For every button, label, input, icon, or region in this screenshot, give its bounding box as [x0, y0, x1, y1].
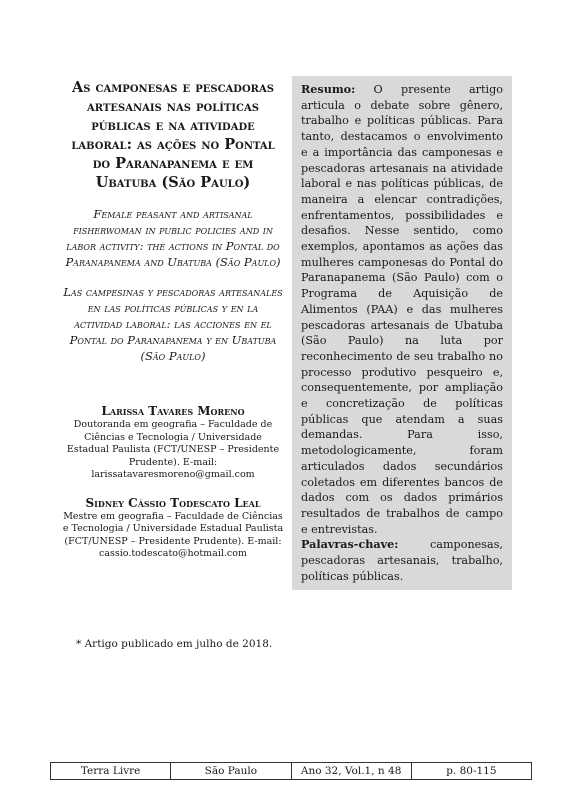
article-title-en: Female peasant and artisanal fisherwoman in public policies and in labor activity: the actions in Pontal do Paranapanema and Ubatuba (São Paulo) [65, 207, 281, 269]
author-block-1 [62, 404, 284, 482]
keywords-paragraph [301, 537, 503, 584]
author-block-2 [62, 496, 284, 561]
article-title-es: Las campesinas y pescadoras artesanales en las políticas públicas y en la actividad laboral: las acciones en el Pontal do Paranapanema y en Ubatuba (São Paulo) [63, 285, 283, 363]
abstract-label: Resumo: [301, 82, 356, 96]
footer-journal: Terra Livre [80, 765, 141, 777]
abstract-text: O presente artigo articula o debate sobre gênero, trabalho e políticas públicas. Para tanto, destacamos o envolvimento e a importância das camponesas e pescadoras artesanais na atividade laboral e nas políticas públicas, de maneira a elencar contradições, enfrentamentos, possibilidades e desafios. Nesse sentido, como exemplos, apontamos as ações das mulheres camponesas do Pontal do Paranapanema (São Paulo) com o Programa de Aquisição de Alimentos (PAA) e das mulheres pescadoras artesanais de Ubatuba (São Paulo) na luta por reconhecimento de seu trabalho no processo produtivo pesqueiro e, consequentemente, por ampliação e concretização de políticas públicas que atendam a suas demandas. Para isso, metodologicamente, foram articulados dados secundários coletados em diferentes bancos de dados com os dados primários resultados de trabalhos de campo e entrevistas. [301, 83, 503, 536]
footer-pages: p. 80-115 [411, 763, 531, 779]
footer-city: São Paulo [170, 763, 290, 779]
page-footer [50, 762, 532, 780]
keywords-label: Palavras-chave: [301, 537, 399, 552]
footer-volume: Ano 32, Vol.1, n 48 [291, 763, 411, 779]
author-affiliation: Mestre em geografia – Faculdade de Ciências e Tecnologia / Universidade Estadual Paulista (FCT/UNESP – Presidente Prudente). E-mail: cassio.todescato@hotmail.com [62, 510, 284, 559]
author-name: Sidney Cássio Todescato Leal [85, 495, 261, 510]
keywords-text: camponesas, pescadoras artesanais, trabalho, políticas públicas. [301, 538, 503, 583]
abstract-paragraph [301, 82, 503, 537]
title-block [62, 78, 284, 561]
abstract-box [292, 76, 512, 590]
author-name: Larissa Tavares Moreno [101, 404, 245, 418]
publication-note: * Artigo publicado em julho de 2018. [76, 638, 273, 650]
author-affiliation: Doutoranda em geografia – Faculdade de Ciências e Tecnologia / Universidade Estadual Paulista (FCT/UNESP – Presidente Prudente). E-mail: larissatavaresmoreno@gmail.com [66, 419, 280, 480]
article-title-pt: As camponesas e pescadoras artesanais nas políticas públicas e na atividade laboral: as ações no Pontal do Paranapanema e em Ubatuba (São Paulo) [71, 79, 275, 191]
